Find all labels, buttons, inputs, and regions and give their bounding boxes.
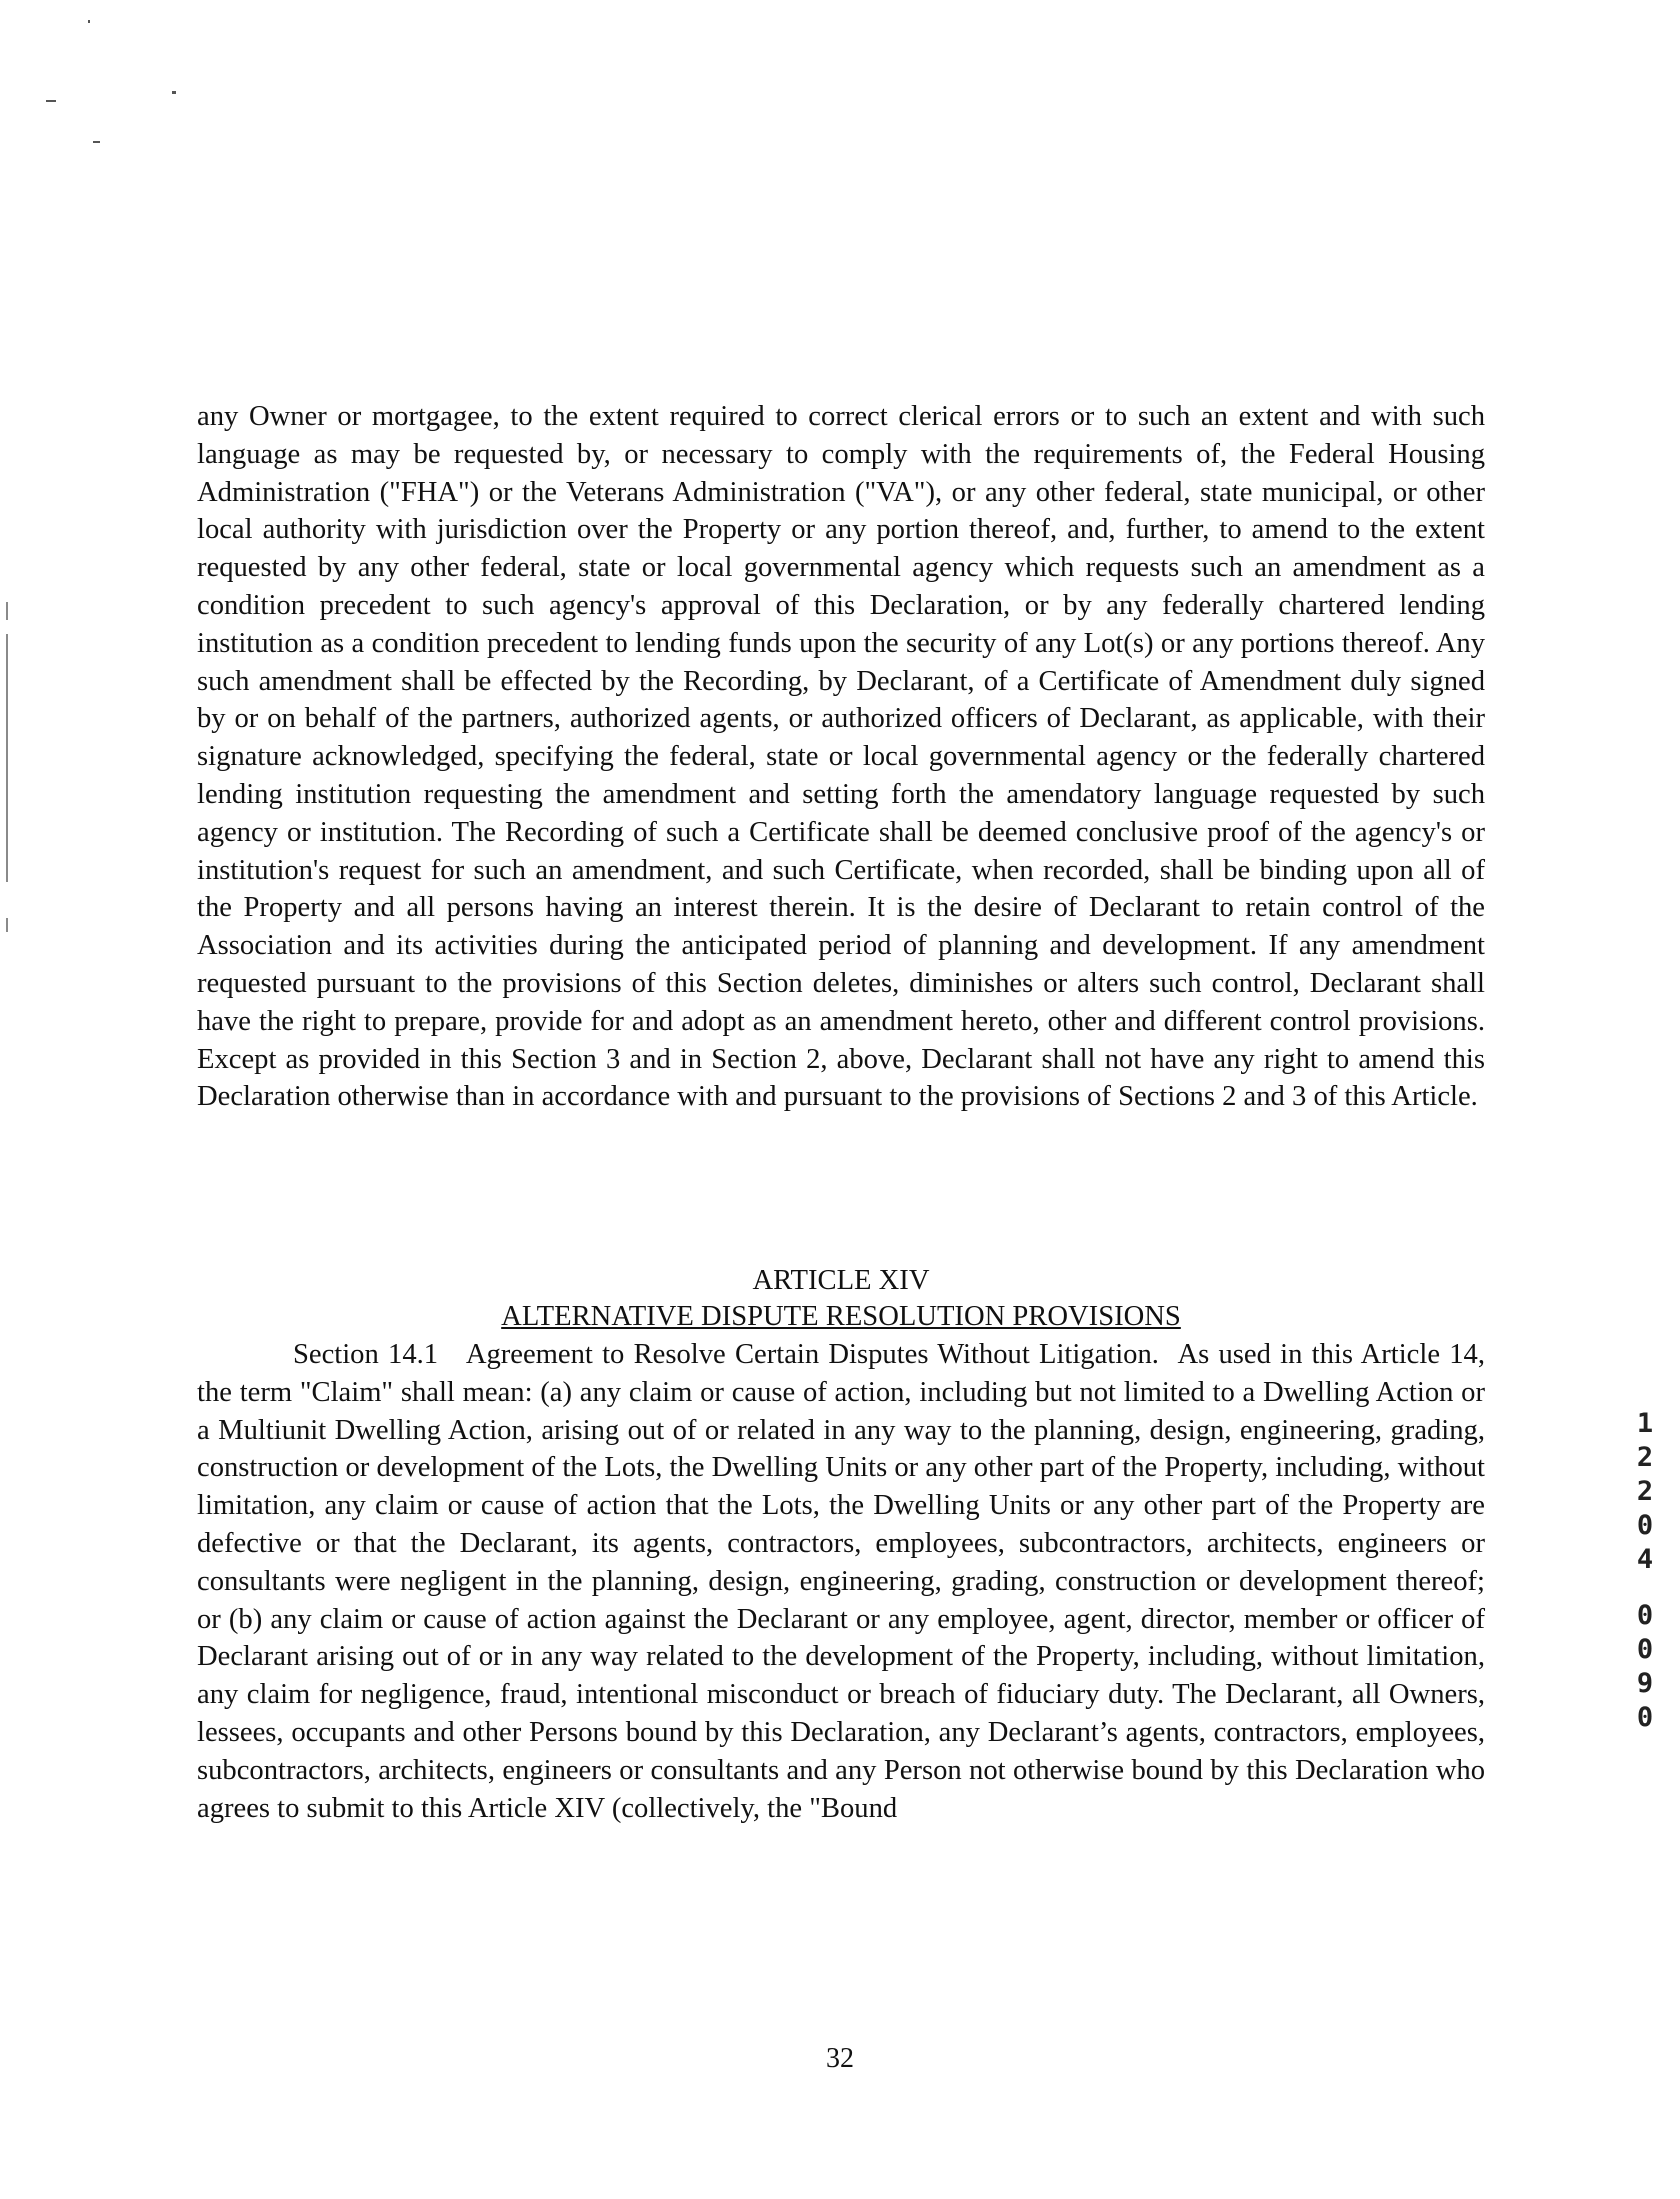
margin-scan-line: [6, 602, 8, 620]
page-number: 32: [826, 2043, 854, 2074]
stamp-digit: 2: [1636, 1442, 1654, 1473]
stamp-digit: 2: [1636, 1476, 1654, 1507]
stamp-digit: 0: [1636, 1510, 1654, 1541]
margin-scan-line: [6, 634, 8, 882]
article-heading: [197, 1263, 1485, 1335]
section-heading: Agreement to Resolve Certain Disputes Without Litigation.: [465, 1339, 1159, 1370]
scan-speck: [172, 91, 176, 94]
scan-speck: [46, 100, 56, 102]
scan-speck: [93, 141, 100, 143]
continuation-paragraph: any Owner or mortgagee, to the extent required to correct clerical errors or to such an extent and with such language as may be requested by, or necessary to comply with the requirements of, the Federal Housing Administration ("FHA") or the Veterans Administration ("VA"), or any other federal, state municipal, or other local authority with jurisdiction over the Property or any portion thereof, and, further, to amend to the extent requested by any other federal, state or local governmental agency which requests such an amendment as a condition precedent to such agency's approval of this Declaration, or by any federally chartered lending institution as a condition precedent to lending funds upon the security of any Lot(s) or any portions thereof. Any such amendment shall be effected by the Recording, by Declarant, of a Certificate of Amendment duly signed by or on behalf of the partners, authorized agents, or authorized officers of Declarant, as applicable, with their signature acknowledged, specifying the federal, state or local governmental agency or the federally chartered lending institution requesting the amendment and setting forth the amendatory language requested by such agency or institution. The Recording of such a Certificate shall be deemed conclusive proof of the agency's or institution's request for such an amendment, and such Certificate, when recorded, shall be binding upon all of the Property and all persons having an interest therein. It is the desire of Declarant to retain control of the Association and its activities during the anticipated period of planning and development. If any amendment requested pursuant to the provisions of this Section deletes, diminishes or alters such control, Declarant shall have the right to prepare, provide for and adopt as an amendment hereto, other and different control provisions. Except as provided in this Section 3 and in Section 2, above, Declarant shall not have any right to amend this Declaration otherwise than in accordance with and pursuant to the provisions of Sections 2 and 3 of this Article.: [197, 401, 1485, 1113]
stamp-digit: 0: [1636, 1600, 1654, 1631]
stamp-digit: 0: [1636, 1634, 1654, 1665]
scan-speck: [88, 20, 90, 23]
stamp-digit: 9: [1636, 1668, 1654, 1699]
section-text: As used in this Article 14, the term "Claim" shall mean: (a) any claim or cause of action, including but not limited to a Dwelling Action or a Multiunit Dwelling Action, arising out of or related in any way to the planning, design, engineering, grading, construction or development of the Lots, the Dwelling Units or any other part of the Property, including, without limitation, any claim or cause of action that the Lots, the Dwelling Units or any other part of the Property are defective or that the Declarant, its agents, contractors, employees, subcontractors, architects, engineers or consultants were negligent in the planning, design, engineering, grading, construction or development thereof; or (b) any claim or cause of action against the Declarant or any employee, agent, director, member or officer of Declarant arising out of or in any way related to the development of the Property, including, without limitation, any claim for negligence, fraud, intentional misconduct or breach of fiduciary duty. The Declarant, all Owners, lessees, occupants and other Persons bound by this Declaration, any Declarant’s agents, contractors, employees, subcontractors, architects, engineers or consultants and any Person not otherwise bound by this Declaration who agrees to submit to this Article XIV (collectively, the "Bound: [197, 1339, 1486, 1824]
stamp-gap: [1629, 1577, 1661, 1599]
margin-scan-line: [6, 918, 8, 932]
article-subtitle: ALTERNATIVE DISPUTE RESOLUTION PROVISIONS: [501, 1301, 1181, 1332]
section-label: Section 14.1: [293, 1339, 439, 1370]
stamp-digit: 4: [1636, 1544, 1654, 1575]
recording-number-stamp: [1629, 1407, 1661, 1735]
article-title: ARTICLE XIV: [752, 1265, 930, 1296]
section-paragraph: [197, 1336, 1485, 1827]
stamp-digit: 0: [1636, 1702, 1654, 1733]
stamp-digit: 1: [1636, 1408, 1654, 1439]
